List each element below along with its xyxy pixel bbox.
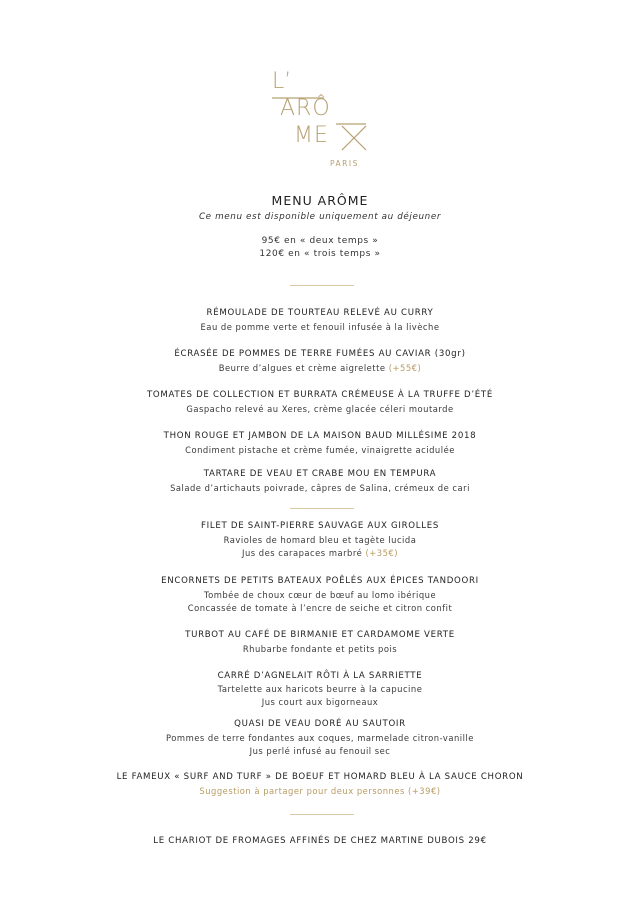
dish-title: TOMATES DE COLLECTION ET BURRATA CRÉMEUSE À LA TRUFFE D’ÉTÉ (146, 390, 494, 400)
logo-line2: ARÔ (280, 96, 331, 121)
dish-title: LE FAMEUX « SURF AND TURF » DE BOEUF ET HOMARD BLEU À LA SAUCE CHORON (116, 772, 524, 782)
dish-desc: Condiment pistache et crème fumée, vinaigrette acidulée (185, 445, 455, 455)
logo-line3: ME (294, 123, 329, 148)
menu-title: MENU ARÔME (271, 193, 369, 208)
logo-city: PARIS (330, 159, 359, 168)
dish-title: ÉCRASÉE DE POMMES DE TERRE FUMÉES AU CAVIAR (30gr) (174, 349, 466, 359)
dish-desc-text: Jus des carapaces marbré (241, 548, 363, 558)
dish-title: TURBOT AU CAFÉ DE BIRMANIE ET CARDAMOME VERTE (185, 630, 455, 640)
dish-title: THON ROUGE ET JAMBON DE LA MAISON BAUD MILLÉSIME 2018 (163, 431, 477, 441)
dish-desc: Salade d’artichauts poivrade, câpres de Salina, crémeux de cari (170, 483, 470, 493)
dish-desc: Eau de pomme verte et fenouil infusée à la livèche (200, 322, 440, 332)
dish-desc: Jus court aux bigorneaux (261, 697, 379, 707)
dish-desc (0, 548, 640, 558)
dish-desc: Tombée de choux cœur de bœuf au lomo ibérique (203, 590, 437, 600)
sharing-suggestion: Suggestion à partager pour deux personnes (+39€) (199, 786, 441, 796)
menu-subtitle: Ce menu est disponible uniquement au déjeuner (198, 212, 442, 222)
dish-desc (0, 363, 640, 373)
supplement-price: (+55€) (388, 363, 422, 373)
dish-desc: Jus perlé infusé au fenouil sec (249, 746, 391, 756)
dish-desc-text: Beurre d’algues et crème aigrelette (218, 363, 386, 373)
divider-middle (290, 508, 354, 509)
dish-title: ENCORNETS DE PETITS BATEAUX POÊLÉS AUX ÉPICES TANDOORI (161, 576, 479, 586)
dish-desc: Tartelette aux haricots beurre à la capucine (217, 684, 423, 694)
dish-desc: Ravioles de homard bleu et tagète lucida (223, 535, 417, 545)
logo-line1: L’ (272, 69, 292, 94)
logo-mark (270, 66, 370, 170)
dish-desc: Rhubarbe fondante et petits pois (242, 644, 398, 654)
dish-title: RÉMOULADE DE TOURTEAU RELEVÉ AU CURRY (206, 308, 434, 318)
restaurant-logo (270, 66, 370, 170)
divider-bottom (290, 814, 354, 815)
dish-title: TARTARE DE VEAU ET CRABE MOU EN TEMPURA (203, 469, 437, 479)
dish-title: FILET DE SAINT-PIERRE SAUVAGE AUX GIROLLES (201, 521, 439, 531)
price-three-courses: 120€ en « trois temps » (259, 249, 381, 259)
dish-desc: Pommes de terre fondantes aux coques, marmelade citron-vanille (166, 733, 474, 743)
divider-top (290, 285, 354, 286)
dish-desc: Concassée de tomate à l’encre de seiche et citron confit (187, 603, 453, 613)
dish-title: CARRÉ D’AGNELAIT RÔTI À LA SARRIETTE (217, 671, 423, 681)
cheese-trolley: LE CHARIOT DE FROMAGES AFFINÉS DE CHEZ MARTINE DUBOIS 29€ (153, 836, 487, 846)
supplement-price: (+35€) (365, 548, 399, 558)
dish-title: QUASI DE VEAU DORÉ AU SAUTOIR (234, 719, 406, 729)
price-two-courses: 95€ en « deux temps » (261, 236, 379, 246)
dish-desc: Gaspacho relevé au Xeres, crème glacée céleri moutarde (186, 404, 454, 414)
